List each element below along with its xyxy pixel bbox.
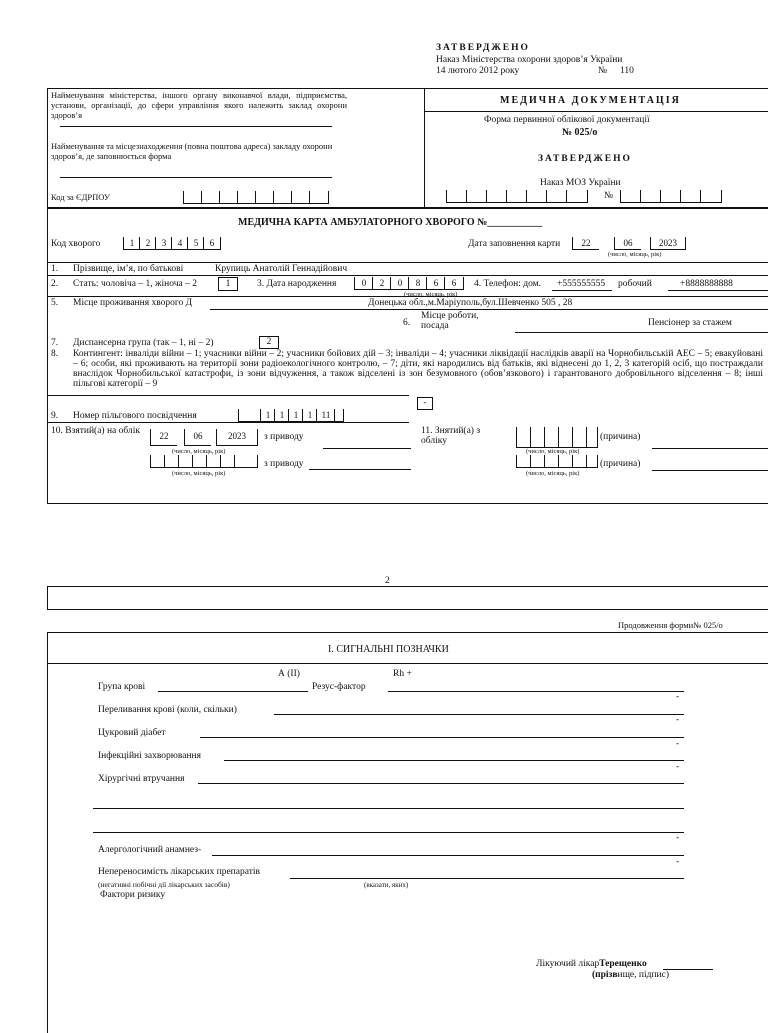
infectious-label: Інфекційні захворювання (98, 751, 201, 761)
workplace-value[interactable]: Пенсіонер за стажем (648, 318, 732, 328)
transfusion-value[interactable]: - (676, 692, 680, 702)
diabetes-label: Цукровий діабет (98, 728, 166, 738)
blood-group-line (158, 691, 308, 692)
home-phone-value[interactable]: +555555555 (557, 279, 606, 289)
f5-label: Місце проживання хворого Д (73, 298, 193, 308)
signals-title-rule (47, 663, 768, 664)
approval-date: 14 лютого 2012 року (436, 66, 520, 76)
doctor-hint (592, 970, 669, 980)
surgical-line (198, 783, 684, 784)
moz-number-sign: № (604, 191, 614, 201)
rule-f2 (47, 275, 768, 276)
f6-number: 6. (403, 318, 411, 328)
surgical-line-2 (93, 808, 684, 809)
workplace-line (515, 332, 768, 333)
location-line[interactable] (60, 177, 332, 178)
diabetes-value[interactable]: - (676, 715, 680, 725)
risk-factors-label: Фактори ризику (100, 890, 166, 900)
fill-date-label: Дата заповнення карти (468, 239, 561, 249)
address-value[interactable]: Донецька обл.,м.Маріуполь,бул.Шевченко 505 , 28 (368, 298, 573, 308)
f8-text: Контингент: інваліди війни – 1; учасники війни – 2; учасники бойових дій – 3; інваліди – 4; учасники ліквідації наслідків аварії на Чорнобильській АЕС – 5; евакуйовані – 6; особи, які проживають на території зони радіоекологічного контролю, – 7; діти, які народились від батьків, які віднесені до 1, 2, 3 категорій осіб, що постраждали внаслідок Чорнобильської катастрофи, із зони відчуження, а також відселені із зон безумовного (обов’язкового) і гарантованого добровільного відселення – 8; інші пільгові категорії – 9 (73, 349, 763, 389)
f3-label: 3. Дата народження (257, 279, 337, 289)
continuation-label: Продовження форми№ 025/о (618, 620, 723, 630)
header-divider (424, 88, 425, 207)
rule-f1 (47, 262, 768, 263)
f6-label: Місце роботи, посада (421, 311, 479, 331)
f11-reason-line[interactable] (652, 448, 768, 449)
rule-f5 (47, 296, 768, 297)
location-label: Найменування та місцезнаходження (повна поштова адреса) закладу охорони здоров’я, де заповнюється форма (51, 141, 333, 161)
dispensary-value[interactable]: 2 (259, 336, 279, 349)
allergy-label: Алергологічний анамнез- (98, 845, 202, 855)
f9-number: 9. (51, 411, 59, 421)
surgical-value[interactable]: - (676, 762, 680, 772)
doctor-name[interactable]: Терещенко (599, 959, 647, 969)
blood-group-label: Група крові (98, 682, 146, 692)
transfusion-line (274, 714, 684, 715)
deregistered-date2-hint: (число, місяць, рік) (526, 470, 580, 477)
f11-reason2-label: (причина) (600, 459, 641, 469)
fill-date-hint: (число, місяць, рік) (608, 251, 662, 258)
f1-number: 1. (51, 264, 59, 274)
card-title: МЕДИЧНА КАРТА АМБУЛАТОРНОГО ХВОРОГО №___________ (238, 217, 543, 228)
doctor-label-text: Лікуючий лікар (536, 959, 600, 969)
f10-from-line[interactable] (323, 448, 411, 449)
f10-from-label: з приводу (264, 432, 304, 442)
address-line (210, 309, 768, 310)
approval-number: 110 (620, 66, 634, 76)
registered-date2-hint: (число, місяць, рік) (172, 470, 226, 477)
doctor-label (536, 959, 647, 969)
rule-f8 (47, 395, 409, 396)
transfusion-label: Переливання крові (коли, скільки) (98, 705, 237, 715)
f10-from2-line[interactable] (309, 469, 411, 470)
f7-label: Диспансерна група (так – 1, ні – 2) (73, 338, 214, 348)
work-phone-value[interactable]: +8888888888 (680, 279, 733, 289)
work-phone-line (668, 290, 768, 291)
specify-hint: (вказати, яких) (364, 881, 409, 889)
allergy-line (212, 855, 684, 856)
rule-f9 (47, 422, 409, 423)
infectious-value[interactable]: - (676, 739, 680, 749)
intolerance-line (290, 878, 684, 879)
intolerance-hint: (негативні побічні дії лікарських засобів) (98, 880, 230, 889)
f11-reason-label: (причина) (600, 432, 641, 442)
page-number: 2 (385, 576, 390, 586)
blood-group-value[interactable]: А (ІІ) (278, 669, 300, 679)
f10-label: 10. Взятий(а) на облік (51, 426, 140, 436)
approved-title: ЗАТВЕРДЖЕНО (538, 154, 632, 164)
doctor-hint-rest: ище, підпис) (617, 970, 669, 980)
rh-label: Резус-фактор (312, 682, 366, 692)
med-doc-rule (424, 111, 768, 112)
home-phone-line (552, 290, 612, 291)
form-number: № 025/о (562, 127, 598, 138)
full-name-value[interactable]: Крупиць Анатолій Геннадійович (215, 264, 348, 274)
moz-order-label: Наказ МОЗ України (540, 178, 621, 188)
doctor-signature-line[interactable] (663, 969, 713, 970)
f10-from2-label: з приводу (264, 459, 304, 469)
ministry-line[interactable] (60, 126, 332, 127)
birth-date-hint: (число, місяць, рік) (404, 291, 458, 298)
med-doc-title: МЕДИЧНА ДОКУМЕНТАЦІЯ (500, 95, 681, 106)
sex-value[interactable]: 1 (218, 277, 238, 291)
approval-order-line: Наказ Міністерства охорони здоров’я України (436, 55, 623, 65)
infectious-line (224, 760, 684, 761)
surgical-label: Хірургічні втручання (98, 774, 185, 784)
deregistered-date-hint: (число, місяць, рік) (526, 448, 580, 455)
f11-reason2-line[interactable] (652, 470, 768, 471)
approval-number-sign: № (598, 66, 608, 76)
intolerance-label: Непереносимість лікарських препаратів (98, 867, 260, 877)
allergy-value[interactable]: - (676, 833, 680, 843)
contingent-value[interactable]: - (417, 397, 433, 410)
f4-label: 4. Телефон: дом. (474, 279, 542, 289)
rh-value[interactable]: Rh + (393, 669, 412, 679)
rh-line (388, 691, 684, 692)
patient-code-label: Код хворого (51, 239, 101, 249)
ministry-label: Найменування міністерства, іншого органу виконавчої влади, підприємства, установи, організації, до сфери управління якого належить заклад охорони здоров’я (51, 90, 347, 120)
header-bottom-rule (47, 207, 768, 209)
f1-label: Прізвище, ім’я, по батькові (73, 264, 184, 274)
f5-number: 5. (51, 298, 59, 308)
intolerance-value[interactable]: - (676, 857, 680, 867)
f8-number: 8. (51, 349, 59, 359)
f2-number: 2. (51, 279, 59, 289)
signals-title: І. СИГНАЛЬНІ ПОЗНАЧКИ (328, 644, 449, 655)
edrpou-label: Код за ЄДРПОУ (51, 192, 110, 202)
f11-label: 11. Знятий(а) з обліку (421, 426, 481, 446)
surgical-line-3 (93, 832, 684, 833)
f2-label: Стать: чоловіча – 1, жіноча – 2 (73, 279, 197, 289)
page-separator-box (47, 586, 768, 610)
f9-label: Номер пільгового посвідчення (73, 411, 197, 421)
diabetes-line (200, 737, 684, 738)
approval-title: ЗАТВЕРДЖЕНО (436, 43, 530, 53)
form-label: Форма первинної облікової документації (484, 115, 650, 125)
doctor-hint-bold: (прізв (592, 970, 618, 980)
registered-date-hint: (число, місяць, рік) (172, 448, 226, 455)
f7-number: 7. (51, 338, 59, 348)
work-phone-label: робочий (618, 279, 652, 289)
